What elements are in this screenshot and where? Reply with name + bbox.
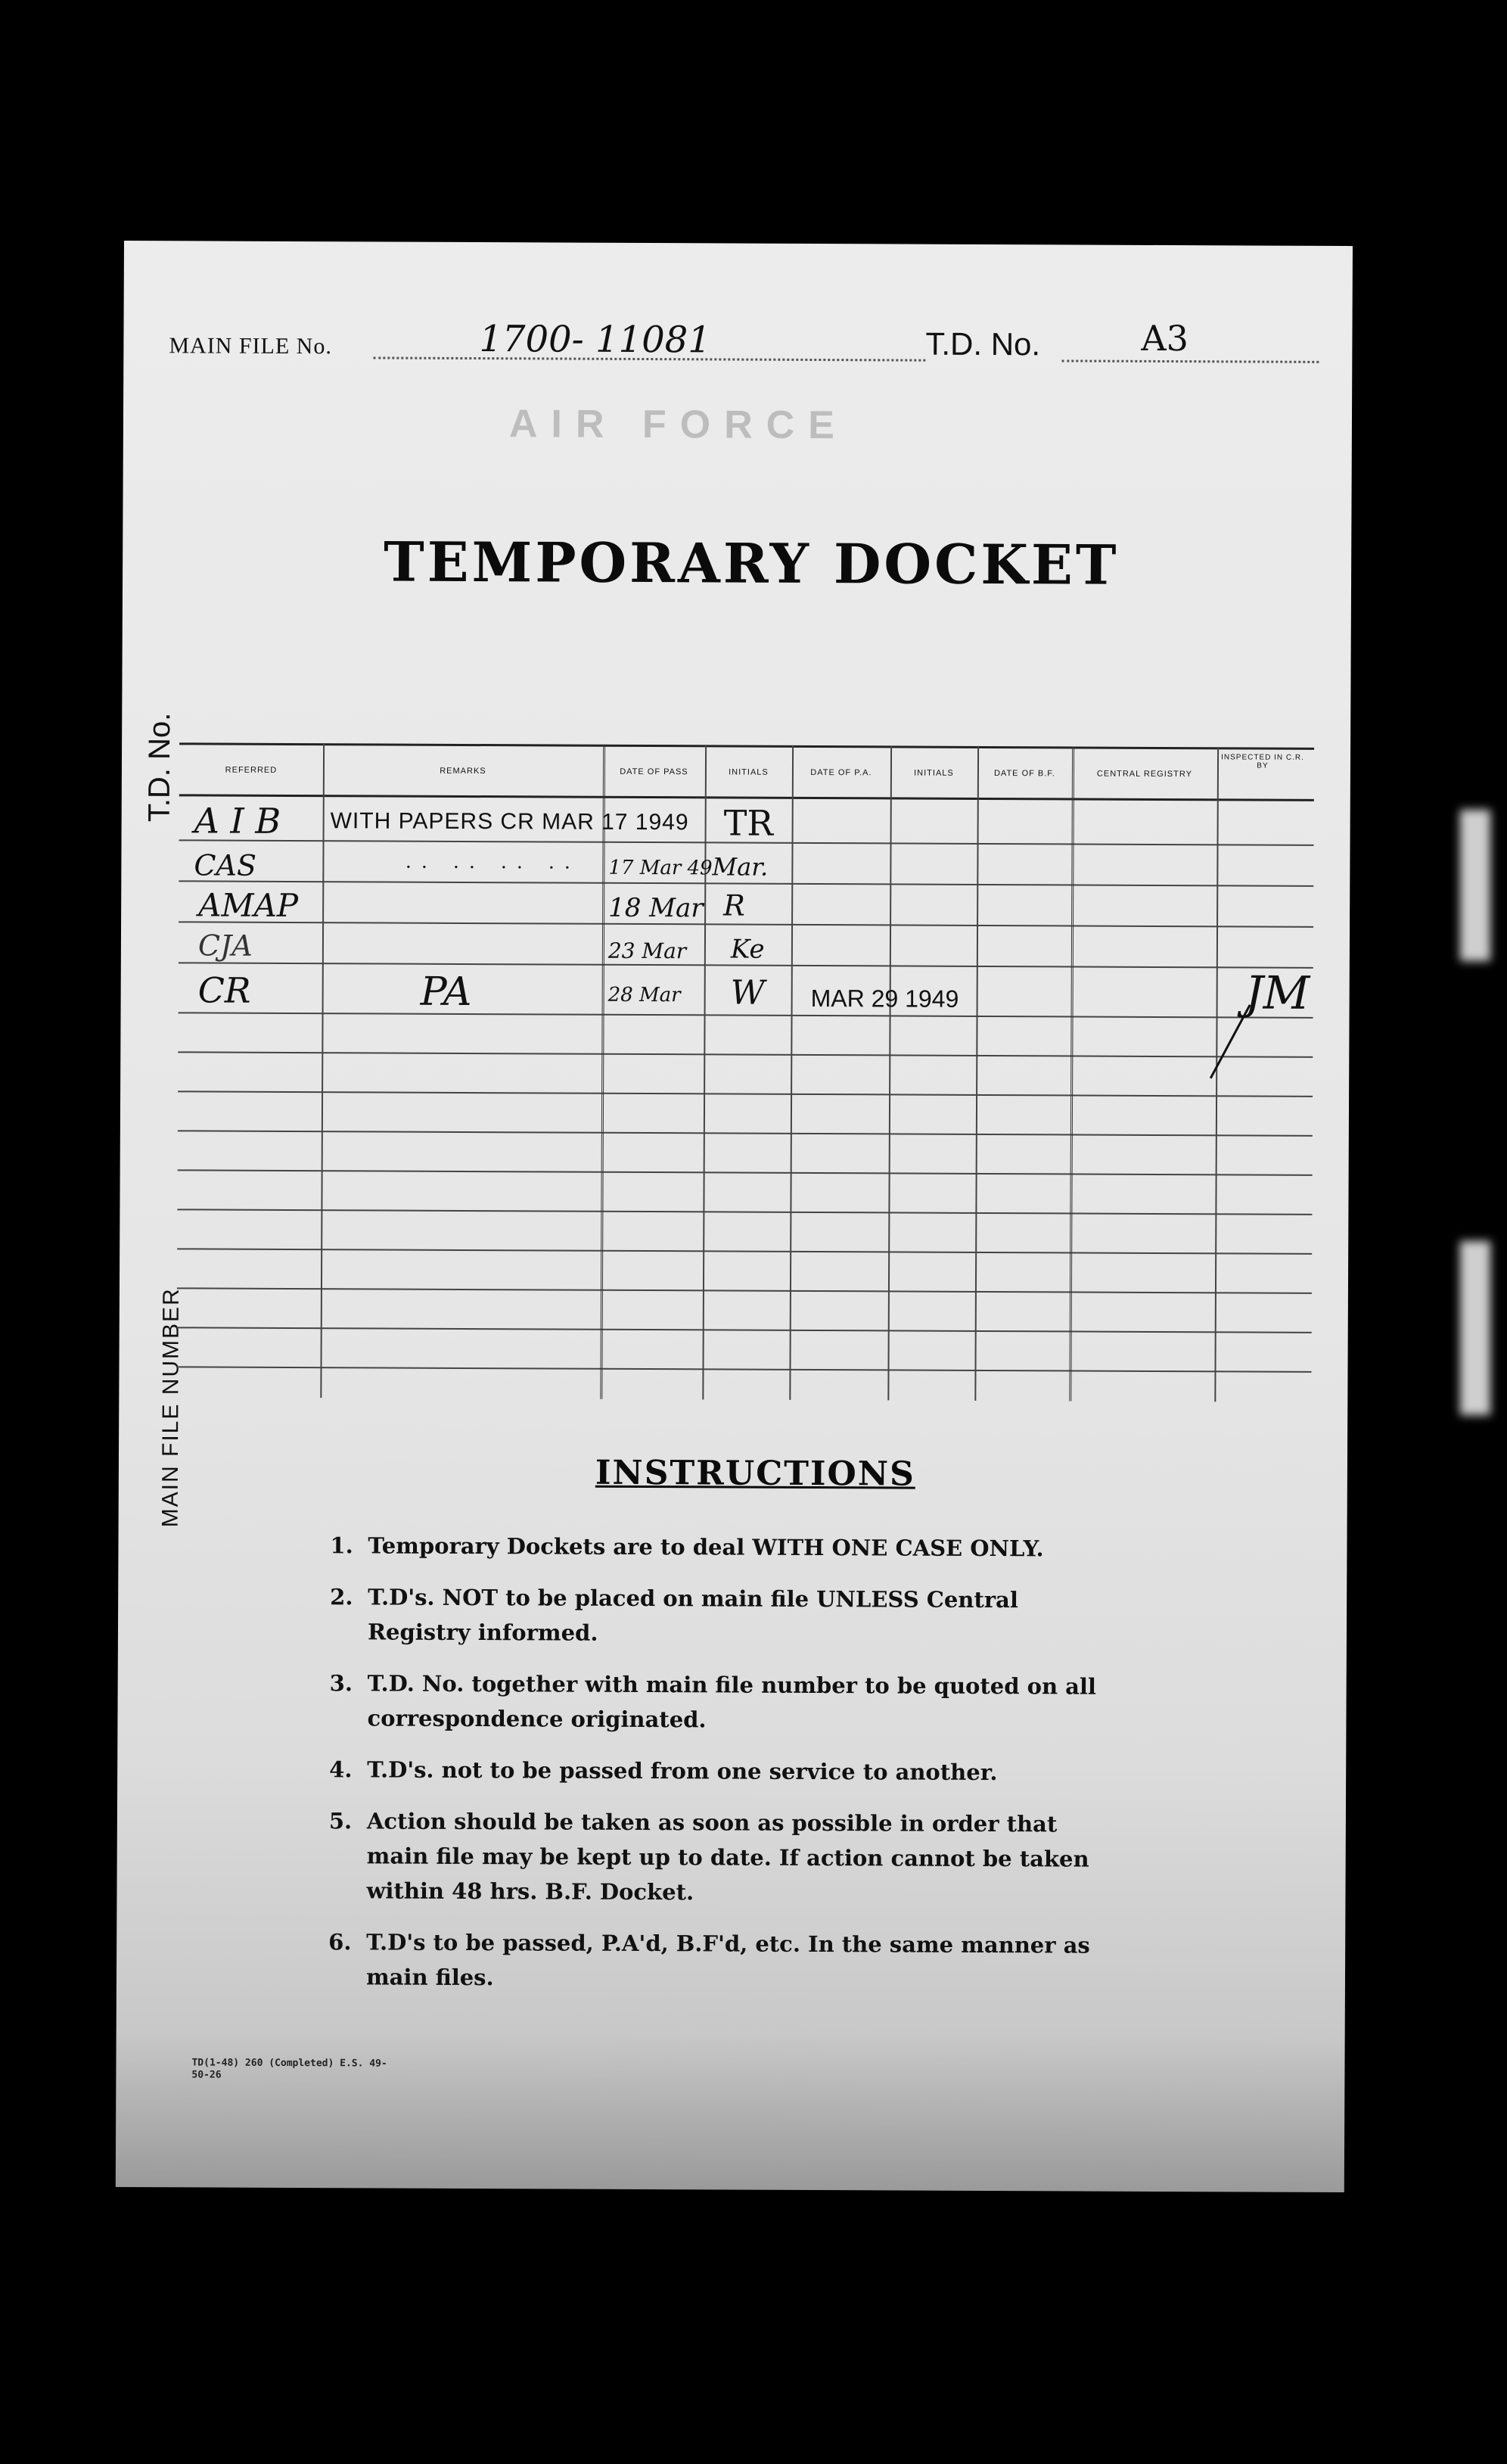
row5-date-of-pa-stamp: MAR 29 1949 xyxy=(810,984,959,1013)
table-rule xyxy=(177,1209,1312,1215)
instruction-text: T.D. No. together with main file number to be quoted on all correspondence originated. xyxy=(367,1670,1097,1733)
td-line xyxy=(1061,359,1319,362)
row1-remarks-stamp: WITH PAPERS CR MAR 17 1949 xyxy=(330,808,689,835)
table-rule xyxy=(177,1287,1312,1294)
side-main-file-number-label: MAIN FILE NUMBER xyxy=(157,1287,184,1528)
table-rule xyxy=(178,1169,1313,1176)
row2-referred: CAS xyxy=(194,848,257,882)
table-rule xyxy=(177,1327,1312,1333)
row4-initials: Ke xyxy=(730,934,765,965)
row5-initials: W xyxy=(730,973,766,1013)
row2-date-of-pass: 17 Mar 49 xyxy=(608,856,713,880)
main-file-label: MAIN FILE No. xyxy=(169,333,332,359)
instruction-text: T.D's. NOT to be placed on main file UNLESS Central Registry informed. xyxy=(367,1584,1018,1646)
row2-remarks: .. .. .. .. xyxy=(405,849,581,874)
document-title: TEMPORARY DOCKET xyxy=(383,529,1120,597)
instruction-item xyxy=(328,1924,1123,1997)
instruction-text: Action should be taken as soon as possible in order that main file may be kept up to date. If action cannot be taken within 48 hrs. B.F. Docket. xyxy=(366,1808,1089,1906)
row5-remarks: PA xyxy=(420,969,472,1016)
col-header-date-of-pa: DATE OF P.A. xyxy=(810,767,872,778)
table-rule xyxy=(179,1012,1313,1019)
row3-initials: R xyxy=(723,888,745,922)
docket-table xyxy=(176,742,1314,1402)
table-rule xyxy=(177,1248,1312,1255)
row3-referred: AMAP xyxy=(198,886,299,925)
instruction-number: 5. xyxy=(328,1808,353,1834)
instruction-item xyxy=(330,1579,1124,1652)
table-rule xyxy=(178,1090,1313,1097)
instruction-text: T.D's. not to be passed from one service to another. xyxy=(367,1756,998,1786)
row1-initials: TR xyxy=(723,802,774,844)
page-edge-shadow-upper xyxy=(1460,810,1490,961)
table-top-rule xyxy=(179,742,1314,750)
row3-date-of-pass: 18 Mar xyxy=(608,892,704,924)
table-rule xyxy=(179,921,1313,928)
row5-inspected: JM xyxy=(1244,966,1310,1020)
table-header-rule xyxy=(179,794,1314,801)
instruction-number: 1. xyxy=(330,1532,353,1559)
td-value: A3 xyxy=(1141,317,1189,359)
td-label: T.D. No. xyxy=(925,325,1041,362)
row2-initials: Mar. xyxy=(712,852,769,882)
side-td-no-label: T.D. No. xyxy=(142,712,177,823)
col-header-referred: REFERRED xyxy=(225,765,278,775)
instruction-item xyxy=(329,1752,1123,1790)
form-code-footer: TD(1-48) 260 (Completed) E.S. 49-50-26 xyxy=(191,2057,387,2081)
col-header-date-of-bf: DATE OF B.F. xyxy=(993,769,1055,779)
instruction-item xyxy=(328,1803,1123,1911)
row4-date-of-pass: 23 Mar xyxy=(607,938,687,964)
col-header-remarks: REMARKS xyxy=(440,766,486,776)
col-header-date-of-pass: DATE OF PASS xyxy=(620,767,688,777)
row1-referred: A I B xyxy=(194,800,281,842)
instruction-number: 6. xyxy=(328,1929,352,1955)
instructions-heading: INSTRUCTIONS xyxy=(595,1453,915,1494)
docket-sheet xyxy=(116,241,1353,2192)
table-rule xyxy=(178,1130,1313,1137)
instruction-text: T.D's to be passed, P.A'd, B.F'd, etc. In the same manner as main files. xyxy=(365,1929,1090,1991)
col-header-inspected: INSPECTED IN C.R. BY xyxy=(1221,753,1304,770)
instruction-number: 4. xyxy=(329,1756,353,1783)
instruction-number: 3. xyxy=(329,1670,353,1697)
main-file-value: 1700- 11081 xyxy=(479,318,711,362)
instruction-item xyxy=(329,1666,1123,1738)
page-edge-shadow-lower xyxy=(1460,1241,1490,1415)
instruction-item xyxy=(330,1528,1124,1566)
instruction-text: Temporary Dockets are to deal WITH ONE CASE ONLY. xyxy=(368,1532,1044,1562)
row5-referred: CR xyxy=(197,969,251,1011)
table-rule xyxy=(177,1366,1312,1373)
table-rule xyxy=(178,1051,1313,1058)
row4-referred: CJA xyxy=(197,929,253,963)
col-header-initials: INITIALS xyxy=(729,767,769,777)
instruction-number: 2. xyxy=(330,1584,353,1610)
col-header-initials-2: INITIALS xyxy=(914,768,954,778)
air-force-stamp: AIR FORCE xyxy=(508,402,849,448)
row5-date-of-pass: 28 Mar xyxy=(607,983,681,1007)
col-header-central-registry: CENTRAL REGISTRY xyxy=(1096,769,1192,779)
